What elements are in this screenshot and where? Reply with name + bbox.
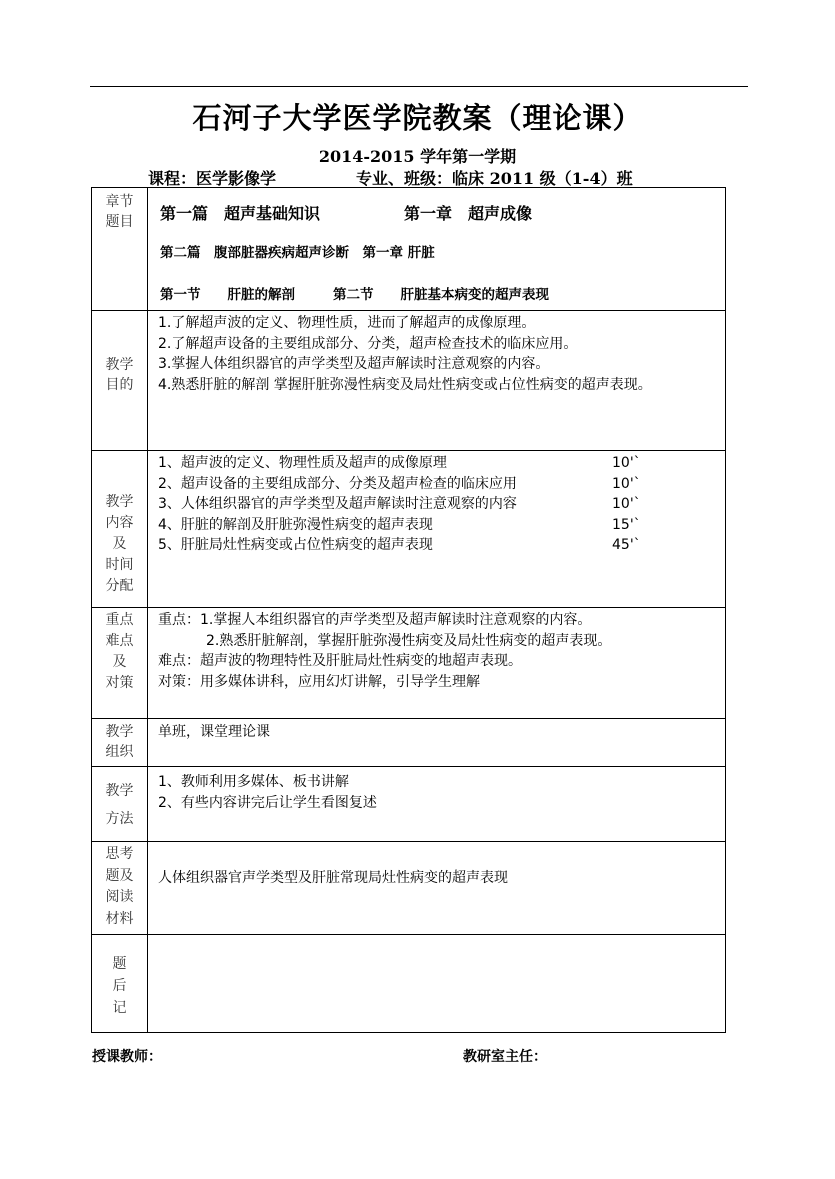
notes-row: [92, 935, 726, 1033]
objective-item: 1.了解超声波的定义、物理性质，进而了解超声的成像原理。: [158, 315, 536, 331]
chapter-one: 第一章 超声成像: [404, 204, 533, 223]
notes-label: 题 后 记: [92, 935, 148, 1033]
objective-label: 教学 目的: [92, 311, 148, 451]
objective-content: [148, 311, 726, 451]
course-name: 课程：医学影像学: [148, 169, 277, 188]
class-info: 专业、班级：临床 2011 级（1-4）班: [356, 169, 633, 188]
top-rule: [90, 86, 748, 87]
keypoints-row: [92, 608, 726, 719]
content-item: 2、超声设备的主要组成部分、分类及超声检查的临床应用 10'`: [148, 474, 725, 495]
content-item: 4、肝脏的解剖及肝脏弥漫性病变的超声表现 15'`: [148, 515, 725, 536]
method-content: [148, 767, 726, 842]
chapter-label: 章节 题目: [92, 188, 148, 311]
content-time: 10'`: [612, 475, 641, 492]
content-item: 1、超声波的定义、物理性质及超声的成像原理 10'`: [148, 453, 725, 474]
content-item: 3、人体组织器官的声学类型及超声解读时注意观察的内容 10'`: [148, 494, 725, 515]
content-row: [92, 451, 726, 608]
objective-item: 3.掌握人体组织器官的声学类型及超声解读时注意观察的内容。: [158, 356, 550, 372]
method-row: [92, 767, 726, 842]
content-label: 教学 内容 及 时间 分配: [92, 451, 148, 608]
organization-content: 单班，课堂理论课: [148, 719, 726, 767]
method-item: 1、教师利用多媒体、板书讲解: [158, 774, 349, 790]
content-time: 10'`: [612, 455, 641, 471]
content-time: 15'`: [612, 516, 641, 533]
part-two: 第二篇 腹部脏器疾病超声诊断 第一章 肝脏: [160, 244, 435, 261]
notes-content: [148, 935, 726, 1033]
content-item: 5、肝脏局灶性病变或占位性病变的超声表现 45'`: [148, 535, 725, 556]
teacher-signature-label: 授课教师：: [92, 1049, 162, 1065]
content-list: [148, 451, 726, 608]
organization-label: 教学 组织: [92, 719, 148, 767]
page-title: 石河子大学医学院教案（理论课）: [192, 101, 643, 135]
section-one: 第一节 肝脏的解剖: [160, 287, 295, 303]
lesson-plan-table: [91, 187, 726, 1033]
reading-row: [92, 842, 726, 935]
difficulty: 难点：超声波的物理特性及肝脏局灶性病变的地超声表现。: [158, 653, 522, 669]
organization-row: [92, 719, 726, 767]
method-item: 2、有些内容讲完后让学生看图复述: [158, 794, 377, 811]
content-time: 10'`: [612, 496, 641, 512]
chapter-content: [148, 188, 726, 311]
semester: 2014-2015 学年第一学期: [318, 147, 517, 166]
content-time: 45'`: [612, 537, 641, 553]
section-two: 第二节 肝脏基本病变的超声表现: [333, 287, 549, 303]
part-one: 第一篇 超声基础知识: [160, 204, 321, 223]
key-point-1: 重点：1.掌握人本组织器官的声学类型及超声解读时注意观察的内容。: [158, 612, 592, 628]
method-label: 教学 方法: [92, 767, 148, 842]
objective-item: 4.熟悉肝脏的解剖 掌握肝脏弥漫性病变及局灶性病变或占位性病变的超声表现。: [158, 376, 652, 393]
keypoints-content: [148, 608, 726, 719]
keypoints-label: 重点 难点 及 对策: [92, 608, 148, 719]
key-point-2: 2.熟悉肝脏解剖，掌握肝脏弥漫性病变及局灶性病变的超声表现。: [206, 632, 612, 649]
director-signature-label: 教研室主任：: [463, 1049, 547, 1065]
objective-item: 2.了解超声设备的主要组成部分、分类，超声检查技术的临床应用。: [158, 335, 578, 352]
reading-label: 思考 题及 阅读 材料: [92, 842, 148, 935]
strategy: 对策：用多媒体讲科，应用幻灯讲解，引导学生理解: [158, 673, 480, 690]
objective-row: [92, 311, 726, 451]
chapter-row: [92, 188, 726, 311]
reading-content: 人体组织器官声学类型及肝脏常现局灶性病变的超声表现: [148, 842, 726, 935]
